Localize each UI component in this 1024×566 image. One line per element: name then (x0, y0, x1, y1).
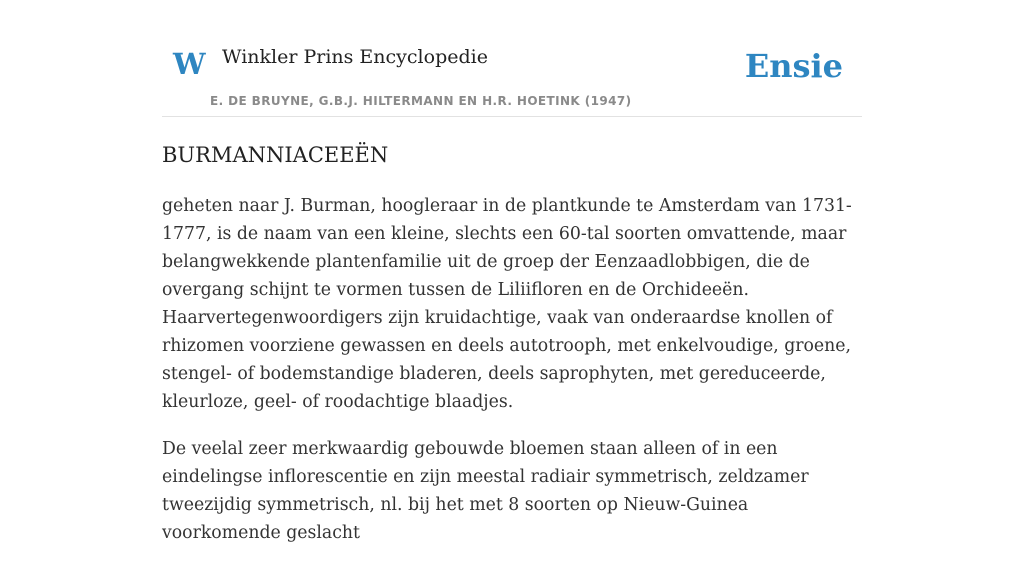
encyclopedia-logo-icon[interactable]: W (173, 47, 206, 81)
site-header (162, 0, 862, 117)
article-paragraph: De veelal zeer merkwaardig gebouwde bloemen staan alleen of in een eindelingse inflorescentie en zijn meestal radiair symmetrisch, zeldzamer tweezijdig symmetrisch, nl. bij het met 8 soorten op Nieuw-Guinea voorkomende geslacht (162, 439, 809, 543)
encyclopedia-title[interactable]: Winkler Prins Encyclopedie (222, 46, 488, 68)
article-paragraph: geheten naar J. Burman, hoogleraar in de plantkunde te Amsterdam van 1731-1777, is de naam van een kleine, slechts een 60-tal soorten omvattende, maar belangwekkende plantenfamilie uit de groep der Eenzaadlobbigen, die de overgang schijnt te vormen tussen de Liliifloren en de Orchideeën. Haarvertegenwoordigers zijn kruidachtige, vaak van onderaardse knollen of rhizomen voorziene gewassen en deels autotrooph, met enkelvoudige, groene, stengel- of bodemstandige bladeren, deels saprophyten, met gereduceerde, kleurloze, geel- of roodachtige blaadjes. (162, 196, 852, 412)
ensie-brand-logo[interactable]: Ensie (744, 47, 843, 85)
article-headword: BURMANNIACEEËN (162, 143, 389, 167)
authors-line: E. DE BRUYNE, G.B.J. HILTERMANN EN H.R. HOETINK (1947) (210, 94, 632, 108)
article (162, 140, 864, 566)
